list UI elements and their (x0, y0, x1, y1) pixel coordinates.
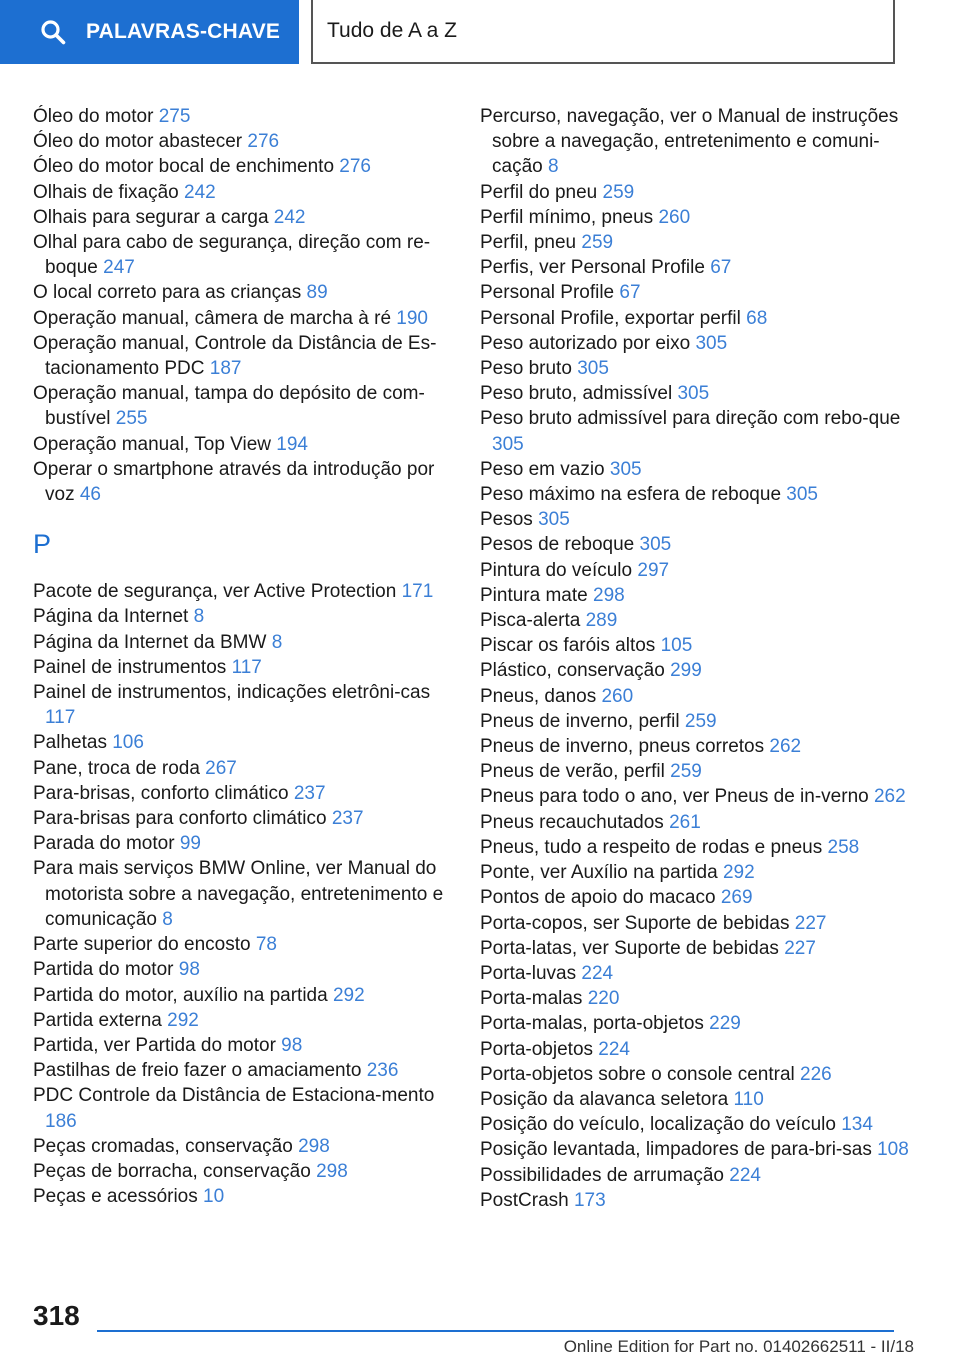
index-entry-term: Para-brisas para conforto climático (33, 808, 327, 830)
keywords-button-label: PALAVRAS-CHAVE (86, 20, 281, 43)
index-entry (480, 230, 930, 255)
index-entry (480, 532, 930, 557)
index-entry (33, 630, 448, 655)
index-entry (480, 583, 930, 608)
index-entry (480, 1137, 930, 1162)
section-letter-heading: P (33, 529, 52, 560)
index-entry (480, 180, 930, 205)
index-entry (480, 1011, 930, 1036)
index-entry-term: Página da Internet (33, 606, 189, 628)
page-number: 318 (33, 1300, 80, 1331)
index-entry (480, 911, 930, 936)
index-entry (480, 1188, 930, 1213)
index-entry-term: Posição da alavanca seletora (480, 1088, 729, 1110)
page-reference-link[interactable]: 305 (639, 534, 672, 556)
keywords-button[interactable] (0, 0, 299, 64)
index-entry-term: Parada do motor (33, 833, 175, 855)
page-reference-link[interactable]: 224 (581, 962, 614, 984)
index-entry-term: Pontos de apoio do macaco (480, 887, 716, 909)
index-entry-term: Possibilidades de arrumação (480, 1164, 724, 1186)
page-reference-link[interactable]: 134 (841, 1114, 873, 1136)
footer-divider (97, 1330, 894, 1332)
page-reference-link[interactable]: 292 (722, 862, 755, 884)
page-reference-link[interactable]: 227 (784, 937, 816, 959)
index-entry (33, 806, 448, 831)
index-entry (480, 356, 930, 381)
page-reference-link[interactable]: 298 (593, 584, 625, 606)
index-entry (33, 1033, 448, 1058)
index-entry (480, 759, 930, 784)
index-entry-term: Óleo do motor (33, 106, 154, 127)
index-entry-term: Pneus de verão, perfil (480, 761, 665, 783)
index-entry-term: Porta-latas, ver Suporte de bebidas (480, 937, 779, 959)
page-reference-link[interactable]: 99 (179, 833, 201, 855)
index-entry-term: Painel de instrumentos, indicações eletrôni-cas (33, 682, 431, 704)
page-reference-link[interactable]: 305 (695, 332, 728, 354)
page-reference-link[interactable]: 78 (255, 934, 277, 956)
index-entry-term: Operação manual, Controle da Distância de Es-tacionamento PDC (33, 332, 437, 380)
top-navigation (0, 0, 960, 66)
page-reference-link[interactable]: 237 (293, 782, 326, 804)
index-entry-term: PDC Controle da Distância de Estaciona-mento (33, 1085, 435, 1107)
index-entry (33, 1008, 448, 1033)
index-entry-term: Painel de instrumentos (33, 656, 227, 678)
search-icon (40, 19, 66, 45)
index-entry-term: Porta-luvas (480, 962, 577, 984)
index-entry (33, 1134, 448, 1159)
page-reference-link[interactable]: 117 (231, 656, 262, 678)
index-entry-term: Pintura mate (480, 584, 588, 606)
index-entry-term: Olhais de fixação (33, 181, 179, 203)
page-reference-link[interactable]: 292 (332, 984, 365, 1006)
index-entry (480, 457, 930, 482)
index-entry-term: Partida do motor (33, 959, 174, 981)
index-entry-term: Palhetas (33, 732, 107, 754)
index-entry (33, 604, 448, 629)
index-entry (480, 709, 930, 734)
index-entry-term: Pneus de inverno, pneus corretos (480, 736, 765, 758)
index-entry-term: Peso máximo na esfera de reboque (480, 484, 782, 506)
index-list-o (33, 104, 448, 507)
page-reference-link[interactable]: 8 (271, 631, 283, 653)
page-reference-link[interactable]: 89 (306, 282, 328, 304)
index-entry-term: Porta-malas (480, 988, 583, 1010)
index-entry (480, 1163, 930, 1188)
index-entry (480, 961, 930, 986)
index-entry-term: Posição do veículo, localização do veículo (480, 1114, 836, 1136)
index-entry-term: Pesos (480, 509, 533, 531)
page-reference-link[interactable]: 259 (602, 181, 635, 203)
index-entry (480, 633, 930, 658)
index-entry-term: Porta-objetos sobre o console central (480, 1063, 795, 1085)
page-reference-link[interactable]: 237 (331, 808, 364, 830)
page-reference-link[interactable]: 186 (45, 1110, 77, 1132)
page-reference-link[interactable]: 108 (877, 1139, 909, 1161)
page-reference-link[interactable]: 67 (710, 257, 732, 279)
page-reference-link[interactable]: 261 (669, 811, 701, 833)
index-entry-term: Operação manual, tampa do depósito de com-bustível (33, 383, 425, 430)
page-reference-link[interactable]: 289 (585, 610, 618, 632)
index-entry (480, 860, 930, 885)
page-reference-link[interactable]: 247 (103, 257, 135, 279)
page-reference-link[interactable]: 305 (538, 509, 570, 531)
page-reference-link[interactable]: 267 (205, 757, 237, 779)
index-entry-term: Pastilhas de freio fazer o amaciamento (33, 1060, 362, 1082)
index-entry-term: Olhais para segurar a carga (33, 206, 269, 228)
page-reference-link[interactable]: 46 (79, 484, 101, 506)
index-entry (480, 986, 930, 1011)
index-entry (480, 784, 930, 809)
page-reference-link[interactable]: 305 (786, 484, 818, 506)
index-entry-term: Página da Internet da BMW (33, 631, 267, 653)
index-entry (480, 658, 930, 683)
index-entry (480, 507, 930, 532)
index-entry-term: O local correto para as crianças (33, 282, 302, 304)
index-column-right (480, 104, 930, 1213)
index-entry-term: Pneus, danos (480, 685, 597, 707)
page-reference-link[interactable]: 299 (670, 660, 702, 682)
index-entry (33, 856, 448, 932)
page-reference-link[interactable]: 259 (670, 761, 702, 783)
index-entry (33, 1083, 448, 1133)
index-entry-term: Peso bruto, admissível (480, 383, 673, 405)
page-reference-link[interactable]: 262 (873, 786, 906, 808)
index-entry-term: Operação manual, Top View (33, 433, 272, 455)
page-reference-link[interactable]: 298 (316, 1160, 348, 1182)
index-entry (33, 781, 448, 806)
index-entry-term: Personal Profile, exportar perfil (480, 307, 741, 329)
page-reference-link[interactable]: 262 (769, 736, 802, 758)
index-entry (480, 331, 930, 356)
index-entry (480, 255, 930, 280)
index-entry (33, 331, 448, 381)
index-entry-term: Peso em vazio (480, 458, 605, 480)
page-reference-link[interactable]: 106 (112, 732, 144, 754)
index-entry-term: Pneus para todo o ano, ver Pneus de in-verno (480, 786, 869, 808)
index-entry (480, 280, 930, 305)
page-reference-link[interactable]: 276 (339, 156, 371, 178)
index-entry (480, 1112, 930, 1137)
page-reference-link[interactable]: 67 (619, 282, 641, 304)
index-entry (480, 1087, 930, 1112)
index-entry-term: Pisca-alerta (480, 610, 581, 632)
index-entry-term: Olhal para cabo de segurança, direção com re-boque (33, 232, 431, 279)
index-entry-term: Porta-copos, ser Suporte de bebidas (480, 912, 790, 934)
index-entry (33, 129, 448, 154)
index-entry-term: Partida externa (33, 1009, 162, 1031)
page-reference-link[interactable]: 269 (720, 887, 753, 909)
page-reference-link[interactable]: 117 (45, 707, 76, 729)
index-entry-term: Peças de borracha, conservação (33, 1160, 311, 1182)
index-entry (480, 306, 930, 331)
page-reference-link[interactable]: 297 (637, 559, 670, 581)
page-reference-link[interactable]: 259 (581, 232, 614, 254)
page-reference-link[interactable]: 98 (178, 959, 200, 981)
index-entry (480, 810, 930, 835)
index-entry-term: Peças cromadas, conservação (33, 1135, 293, 1157)
index-entry-term: Porta-objetos (480, 1038, 594, 1060)
index-entry-term: Porta-malas, porta-objetos (480, 1013, 704, 1035)
index-column-left (33, 104, 448, 1209)
index-entry (33, 381, 448, 431)
page-reference-link[interactable]: 258 (827, 836, 860, 858)
index-list-p-continued (480, 104, 930, 1213)
index-entry (480, 558, 930, 583)
page-reference-link[interactable]: 275 (158, 106, 191, 127)
index-entry-term: PostCrash (480, 1189, 569, 1211)
index-entry-term: Óleo do motor abastecer (33, 131, 243, 153)
index-entry-term: Pintura do veículo (480, 559, 633, 581)
page-reference-link[interactable]: 98 (281, 1034, 303, 1056)
page-reference-link[interactable]: 305 (492, 433, 524, 455)
index-entry (33, 932, 448, 957)
index-entry (480, 406, 930, 456)
index-entry (480, 885, 930, 910)
page-reference-link[interactable]: 305 (609, 458, 642, 480)
index-list-p (33, 579, 448, 1209)
page-reference-link[interactable]: 110 (733, 1088, 764, 1110)
footer-edition-text: Online Edition for Part no. 01402662511 - II/18 (563, 1337, 914, 1356)
index-entry-term: Peças e acessórios (33, 1186, 198, 1208)
index-entry-term: Parte superior do encosto (33, 934, 251, 956)
page-reference-link[interactable]: 10 (203, 1186, 225, 1208)
index-entry (480, 1037, 930, 1062)
page-reference-link[interactable]: 227 (794, 912, 827, 934)
page-reference-link[interactable]: 242 (184, 181, 216, 203)
index-entry-term: Pneus, tudo a respeito de rodas e pneus (480, 836, 823, 858)
index-entry (33, 180, 448, 205)
index-entry (33, 280, 448, 305)
index-entry-term: Partida do motor, auxílio na partida (33, 984, 328, 1006)
index-entry-term: Para mais serviços BMW Online, ver Manual do motorista sobre a navegação, entretenimento e comunicação (33, 858, 444, 930)
page-reference-link[interactable]: 8 (193, 606, 205, 628)
page-reference-link[interactable]: 105 (660, 635, 693, 657)
page-reference-link[interactable]: 68 (746, 307, 768, 329)
page-reference-link[interactable]: 236 (366, 1060, 399, 1082)
index-entry (33, 655, 448, 680)
index-entry (33, 730, 448, 755)
index-entry (33, 756, 448, 781)
index-entry-term: Pacote de segurança, ver Active Protection (33, 581, 397, 603)
index-entry-term: Peso autorizado por eixo (480, 332, 691, 354)
index-entry (33, 457, 448, 507)
index-entry (33, 1159, 448, 1184)
index-entry-term: Peso bruto (480, 358, 572, 380)
page-reference-link[interactable]: 229 (709, 1013, 741, 1035)
index-entry (33, 230, 448, 280)
page-reference-link[interactable]: 226 (800, 1063, 832, 1085)
index-entry (33, 579, 448, 604)
index-entry (33, 154, 448, 179)
index-entry (33, 432, 448, 457)
index-entry-term: Piscar os faróis altos (480, 635, 656, 657)
index-entry (33, 205, 448, 230)
index-entry (33, 983, 448, 1008)
index-entry-term: Peso bruto admissível para direção com rebo-que (480, 408, 901, 430)
index-entry (480, 381, 930, 406)
page-reference-link[interactable]: 8 (162, 908, 173, 930)
page-reference-link[interactable]: 8 (547, 156, 559, 178)
index-entry (480, 1062, 930, 1087)
index-entry (33, 104, 448, 129)
index-entry-term: Perfil do pneu (480, 181, 598, 203)
index-entry-term: Operar o smartphone através da introdução por voz (33, 458, 435, 506)
page-reference-link[interactable]: 260 (658, 206, 691, 228)
index-entry-term: Perfis, ver Personal Profile (480, 257, 705, 279)
page-reference-link[interactable]: 171 (401, 581, 434, 603)
page-reference-link[interactable]: 224 (598, 1038, 630, 1060)
page-reference-link[interactable]: 292 (167, 1009, 199, 1031)
index-entry-term: Pneus recauchutados (480, 811, 664, 833)
page-reference-link[interactable]: 224 (729, 1164, 761, 1186)
page-reference-link[interactable]: 187 (209, 358, 242, 380)
page-reference-link[interactable]: 220 (587, 988, 620, 1010)
index-entry-term: Óleo do motor bocal de enchimento (33, 156, 335, 178)
page-reference-link[interactable]: 242 (273, 206, 306, 228)
tab-a-to-z[interactable]: Tudo de A a Z (311, 0, 895, 64)
index-entry-term: Partida, ver Partida do motor (33, 1034, 276, 1056)
index-entry-term: Plástico, conservação (480, 660, 665, 682)
index-entry (480, 936, 930, 961)
page-reference-link[interactable]: 298 (298, 1135, 330, 1157)
page-reference-link[interactable]: 305 (577, 358, 609, 380)
index-entry-term: Operação manual, câmera de marcha à ré (33, 307, 392, 329)
index-entry-term: Pane, troca de roda (33, 757, 200, 779)
page-reference-link[interactable]: 305 (677, 383, 710, 405)
index-entry (33, 1058, 448, 1083)
index-entry-term: Para-brisas, conforto climático (33, 782, 289, 804)
index-entry-term: Percurso, navegação, ver o Manual de instruções sobre a navegação, entretenimento e comuni-cação (480, 106, 899, 178)
page-reference-link[interactable]: 255 (115, 408, 148, 430)
index-entry (480, 205, 930, 230)
index-entry (33, 1184, 448, 1209)
index-entry-term: Posição levantada, limpadores de para-bri-sas (480, 1139, 872, 1161)
index-entry (480, 482, 930, 507)
index-entry-term: Pesos de reboque (480, 534, 635, 556)
index-entry (33, 680, 448, 730)
index-entry-term: Ponte, ver Auxílio na partida (480, 862, 718, 884)
page-reference-link[interactable]: 276 (247, 131, 280, 153)
index-entry (480, 684, 930, 709)
index-entry-term: Personal Profile (480, 282, 615, 304)
page-reference-link[interactable]: 190 (396, 307, 428, 329)
index-entry-term: Perfil, pneu (480, 232, 577, 254)
page-reference-link[interactable]: 173 (573, 1189, 606, 1211)
page-reference-link[interactable]: 194 (276, 433, 308, 455)
index-entry (33, 306, 448, 331)
index-entry (480, 734, 930, 759)
index-entry (480, 835, 930, 860)
index-entry (480, 104, 930, 180)
index-entry-term: Perfil mínimo, pneus (480, 206, 654, 228)
index-entry (33, 957, 448, 982)
index-entry-term: Pneus de inverno, perfil (480, 710, 680, 732)
index-entry (33, 831, 448, 856)
index-entry (480, 608, 930, 633)
page-reference-link[interactable]: 259 (684, 710, 717, 732)
page-reference-link[interactable]: 260 (601, 685, 634, 707)
